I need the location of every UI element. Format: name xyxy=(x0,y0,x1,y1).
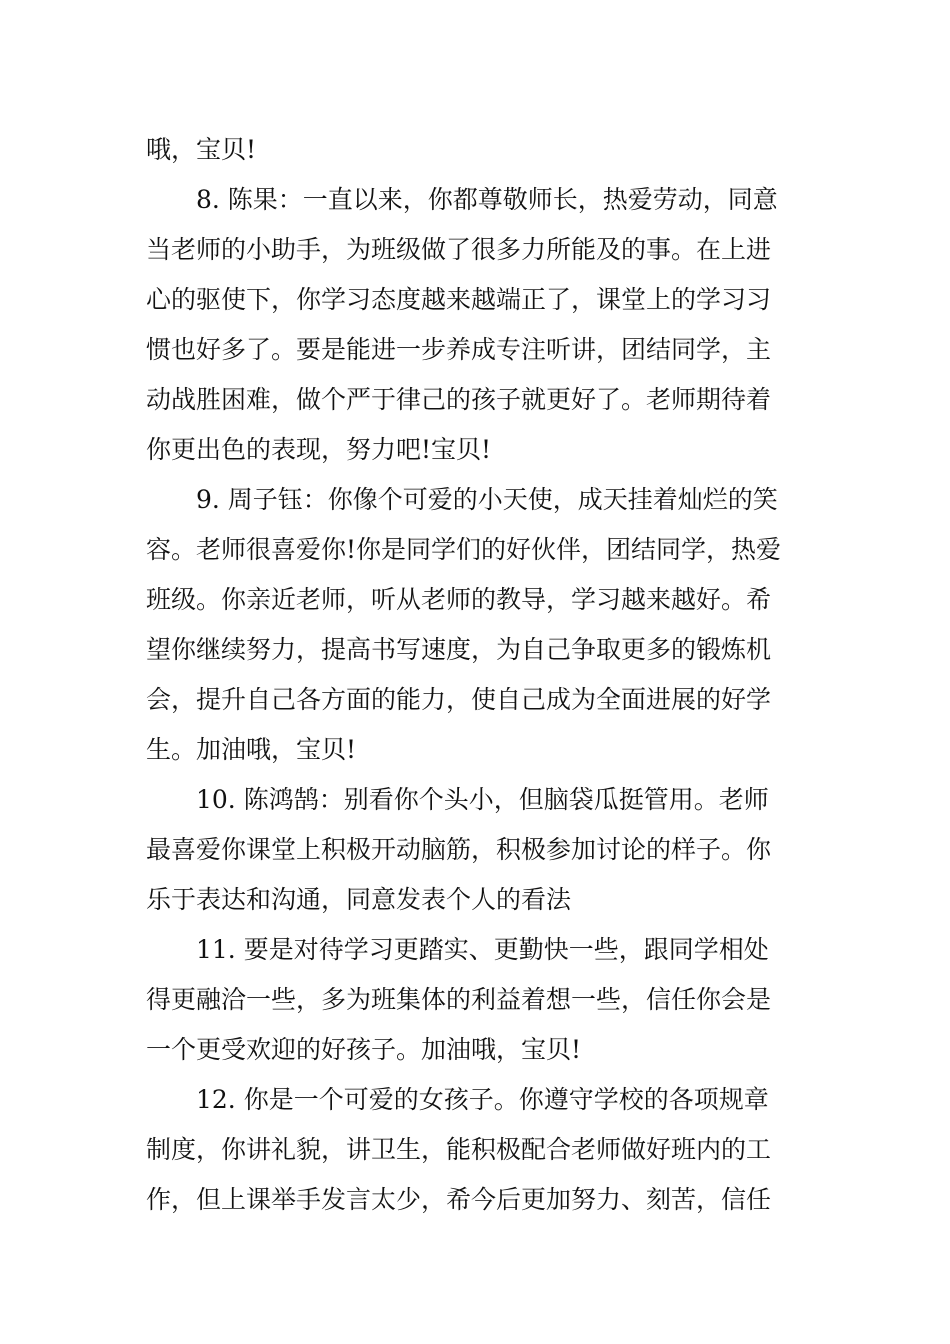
text-line: 会，提升自己各方面的能力，使自己成为全面进展的好学 xyxy=(146,685,772,714)
text-line: 一个更受欢迎的好孩子。加油哦，宝贝! xyxy=(146,1035,582,1064)
text-line: 得更融洽一些，多为班集体的利益着想一些，信任你会是 xyxy=(146,985,772,1014)
text-line: 哦，宝贝! xyxy=(146,135,257,164)
paragraph-12-start: 12. 你是一个可爱的女孩子。你遵守学校的各项规章 xyxy=(196,1085,769,1114)
paragraph-9-start: 9. 周子钰：你像个可爱的小天使，成天挂着灿烂的笑 xyxy=(196,485,778,514)
text-line: 最喜爱你课堂上积极开动脑筋，积极参加讨论的样子。你 xyxy=(146,835,772,864)
text-line: 班级。你亲近老师，听从老师的教导，学习越来越好。希 xyxy=(146,585,772,614)
text-line: 动战胜困难，做个严于律己的孩子就更好了。老师期待着 xyxy=(146,385,772,414)
paragraph-11-start: 11. 要是对待学习更踏实、更勤快一些，跟同学相处 xyxy=(196,935,769,964)
text-line: 望你继续努力，提高书写速度，为自己争取更多的锻炼机 xyxy=(146,635,772,664)
text-line: 惯也好多了。要是能进一步养成专注听讲，团结同学，主 xyxy=(146,335,772,364)
text-line: 心的驱使下，你学习态度越来越端正了，课堂上的学习习 xyxy=(146,285,772,314)
paragraph-10-start: 10. 陈鸿鹄：别看你个头小，但脑袋瓜挺管用。老师 xyxy=(196,785,769,814)
text-line: 当老师的小助手，为班级做了很多力所能及的事。在上进 xyxy=(146,235,772,264)
text-line: 作，但上课举手发言太少，希今后更加努力、刻苦，信任 xyxy=(146,1185,772,1214)
text-line: 制度，你讲礼貌，讲卫生，能积极配合老师做好班内的工 xyxy=(146,1135,772,1164)
text-line: 你更出色的表现，努力吧!宝贝! xyxy=(146,435,492,464)
text-line: 生。加油哦，宝贝! xyxy=(146,735,357,764)
text-line: 容。老师很喜爱你!你是同学们的好伙伴，团结同学，热爱 xyxy=(146,535,782,564)
paragraph-8-start: 8. 陈果：一直以来，你都尊敬师长，热爱劳动，同意 xyxy=(196,185,778,214)
text-line: 乐于表达和沟通，同意发表个人的看法 xyxy=(146,885,572,914)
